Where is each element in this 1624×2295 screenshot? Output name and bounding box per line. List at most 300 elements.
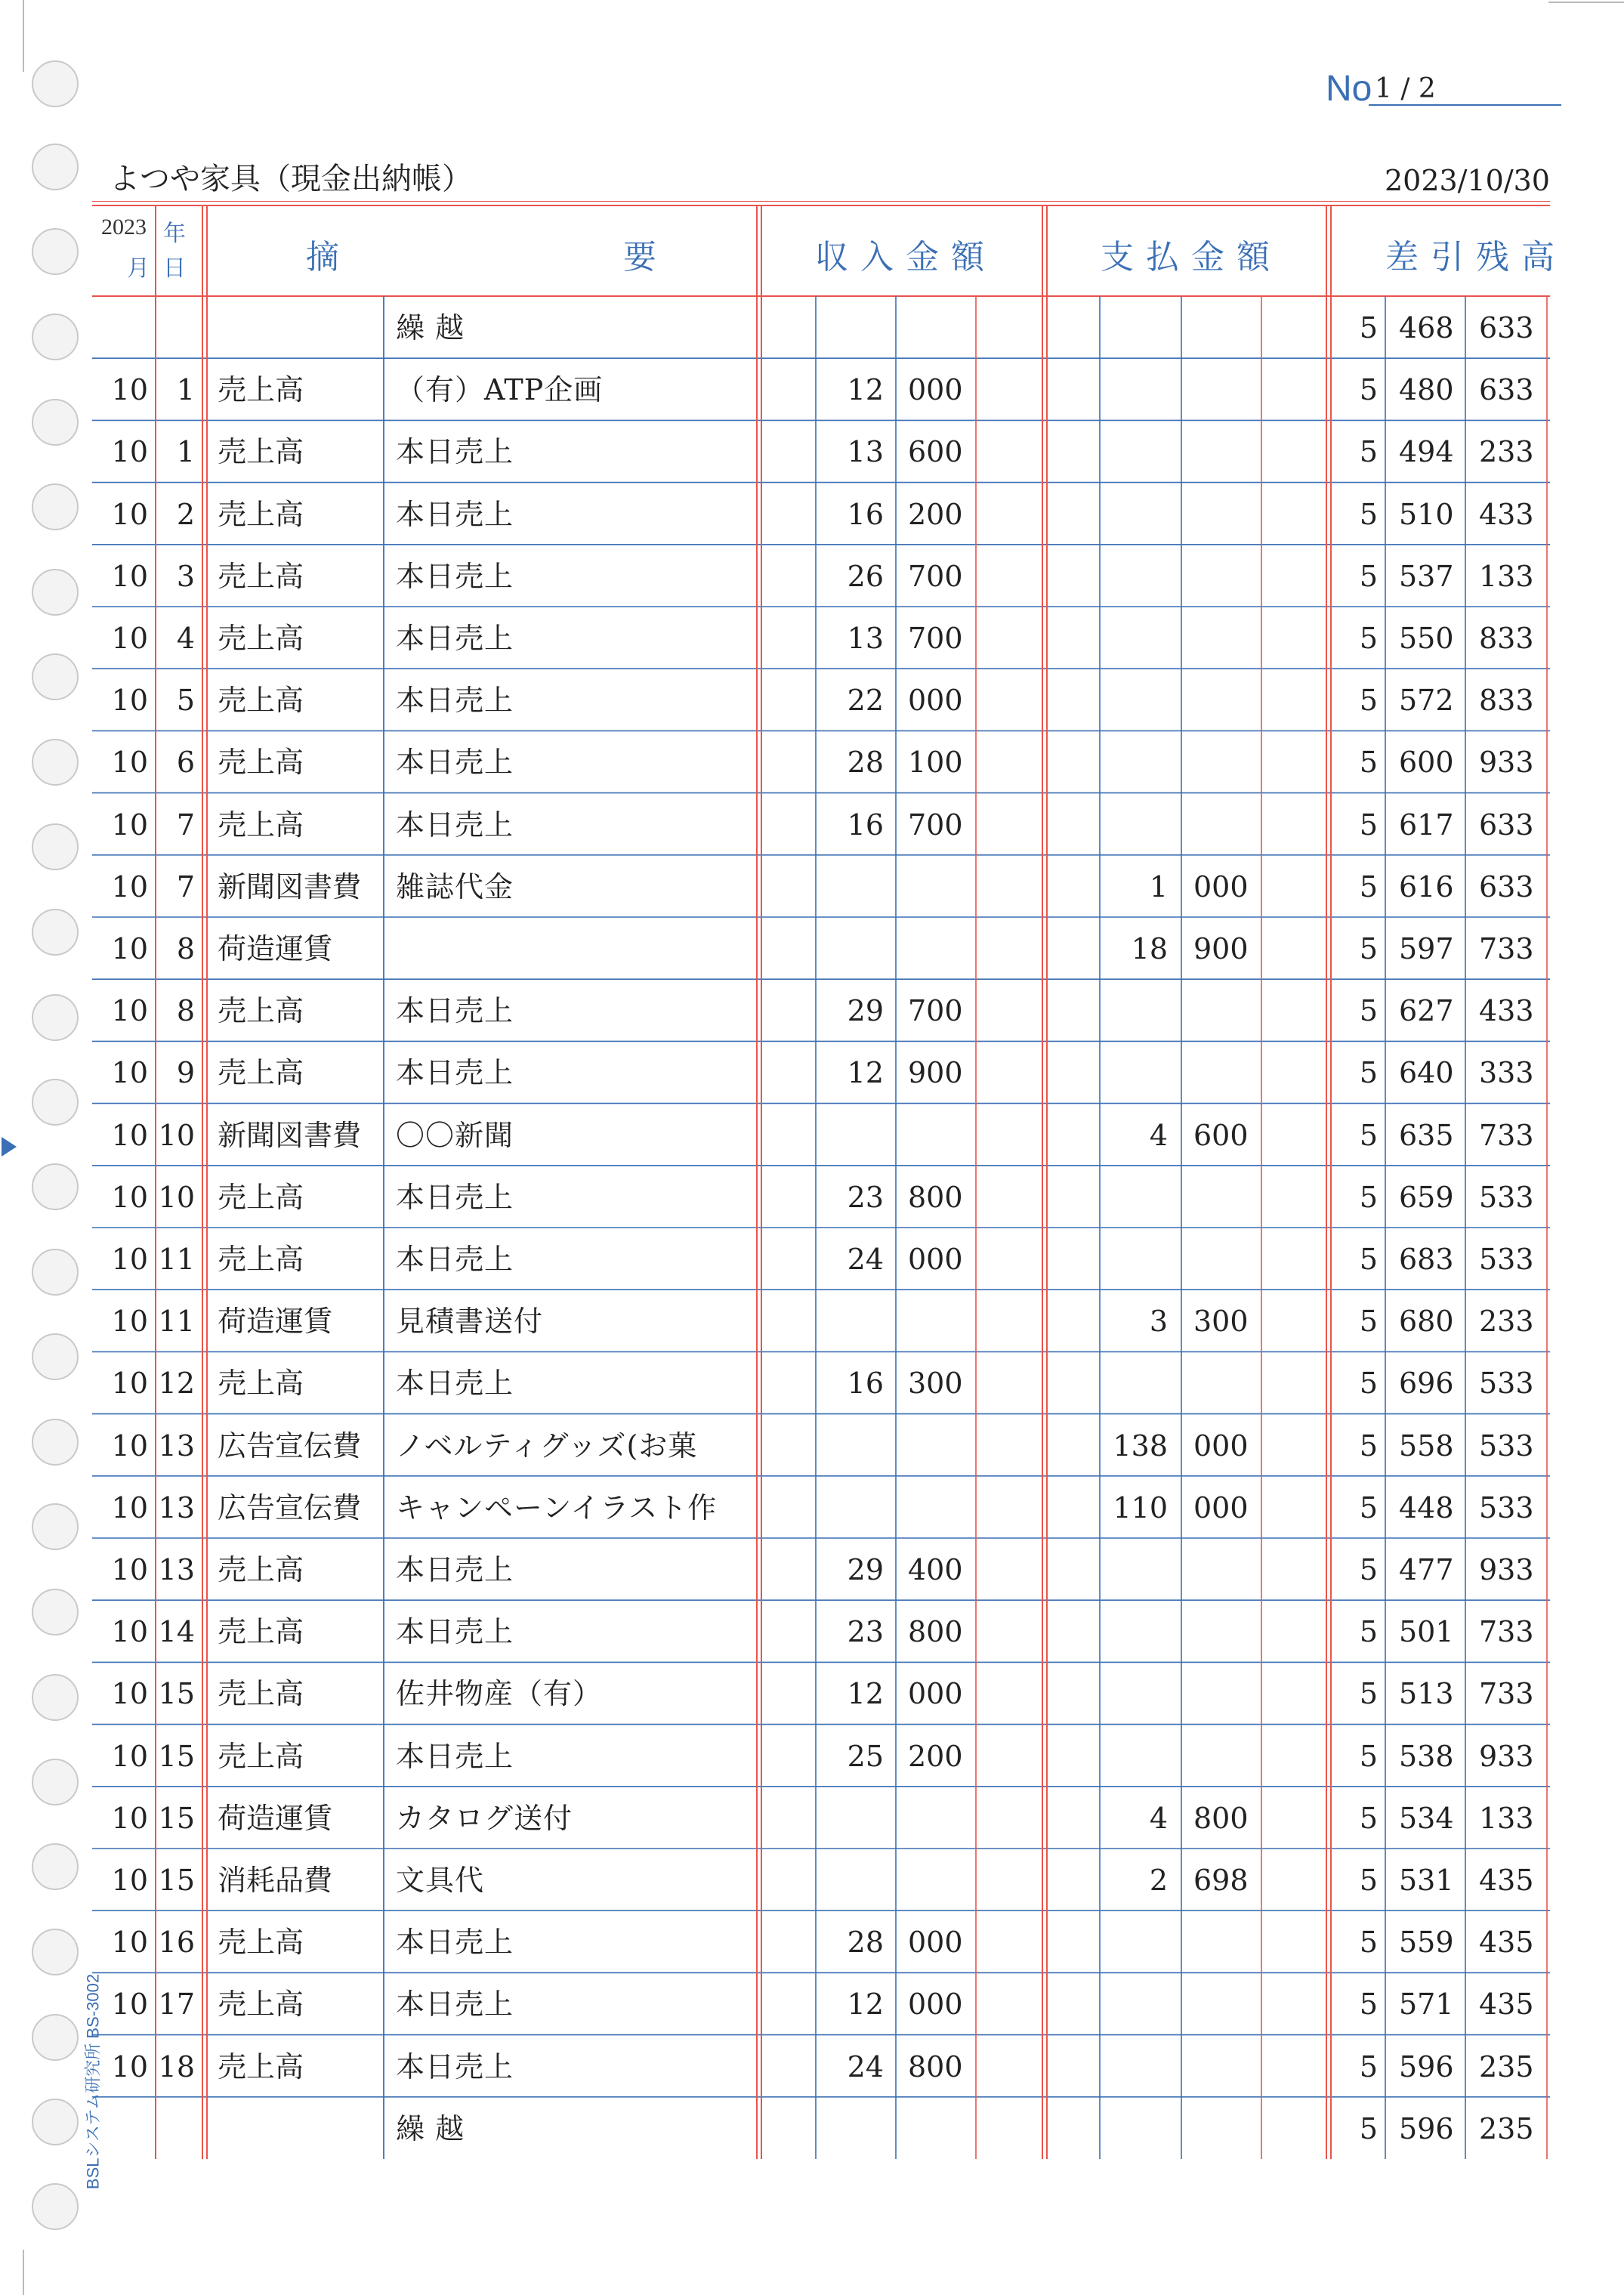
cell-bal-u: 235: [1479, 2049, 1534, 2083]
cell-memo: 文具代: [396, 1864, 485, 1897]
cell-memo: 本日売上: [396, 2049, 514, 2083]
cell-in-th: 23: [847, 1615, 884, 1649]
cell-d: 13: [158, 1553, 195, 1586]
cell-m: 10: [111, 1118, 148, 1152]
cell-bal-u: 633: [1479, 870, 1534, 903]
cell-d: 1: [176, 373, 195, 407]
cell-d: 13: [158, 1429, 195, 1463]
cell-m: 10: [111, 435, 148, 469]
cell-bal-u: 133: [1479, 559, 1534, 593]
cell-memo: 本日売上: [396, 684, 514, 718]
cell-in-u: 900: [908, 1056, 963, 1090]
cell-bal-u: 733: [1479, 932, 1534, 965]
cell-bal-th: 571: [1399, 1988, 1454, 2022]
cell-bal-u: 733: [1479, 1677, 1534, 1711]
cell-m: 10: [111, 994, 148, 1028]
ledger-row: [92, 1290, 1550, 1351]
cell-d: 18: [158, 2049, 195, 2083]
cell-memo: 繰 越: [396, 2111, 465, 2145]
cell-bal-th: 640: [1399, 1056, 1454, 1090]
cell-account: 売上高: [218, 1988, 304, 2022]
cell-m: 10: [111, 870, 148, 903]
header-balance: 差引残高: [1385, 239, 1567, 276]
cell-bal-u: 633: [1479, 373, 1534, 407]
ledger-row: [92, 420, 1550, 482]
cell-m: 10: [111, 1243, 148, 1276]
cell-m: 10: [111, 1305, 148, 1339]
cell-in-u: 700: [908, 808, 963, 842]
cell-out-u: 000: [1193, 1429, 1249, 1463]
cell-in-u: 700: [908, 994, 963, 1028]
header-month: 月: [127, 256, 150, 281]
cell-in-u: 200: [908, 1739, 963, 1773]
cell-bal-u: 435: [1479, 1988, 1534, 2022]
cell-in-th: 12: [847, 1677, 884, 1711]
cell-d: 1: [176, 435, 195, 469]
cell-in-th: 24: [847, 2049, 884, 2083]
cell-in-th: 12: [847, 373, 884, 407]
cell-memo: 佐井物産（有）: [396, 1677, 603, 1711]
cell-bal-m: 5: [1359, 1801, 1378, 1835]
binder-hole: [32, 60, 79, 107]
cell-account: 売上高: [218, 373, 304, 407]
cell-d: 16: [158, 1926, 195, 1960]
cell-bal-m: 5: [1359, 932, 1378, 965]
cell-in-th: 26: [847, 559, 884, 593]
cell-d: 11: [158, 1243, 195, 1276]
cell-account: 売上高: [218, 435, 304, 469]
cell-bal-th: 597: [1399, 932, 1454, 965]
page-center-arrow-icon: [2, 1137, 17, 1157]
ledger-row: [92, 917, 1550, 979]
cell-memo: 本日売上: [396, 746, 514, 780]
cell-bal-m: 5: [1359, 1988, 1378, 2022]
ledger-row: [92, 358, 1550, 420]
cell-account: 消耗品費: [218, 1864, 333, 1897]
cell-bal-m: 5: [1359, 1305, 1378, 1339]
cell-bal-u: 733: [1479, 1118, 1534, 1152]
ledger-row: [92, 2097, 1550, 2159]
cell-out-th: 18: [1131, 932, 1168, 965]
cell-bal-u: 533: [1479, 1180, 1534, 1214]
cell-d: 8: [176, 932, 195, 965]
cell-m: 10: [111, 684, 148, 718]
ledger-date: 2023/10/30: [1384, 164, 1550, 197]
cell-account: 荷造運賃: [218, 932, 333, 965]
ledger-row: [92, 1041, 1550, 1103]
cell-memo: 本日売上: [396, 1180, 514, 1214]
form-code: BSLシステム研究所 BS-3002: [83, 1973, 103, 2190]
cell-d: 3: [176, 559, 195, 593]
cell-bal-m: 5: [1359, 2111, 1378, 2145]
header-payment: 支払金額: [1101, 239, 1282, 276]
cell-account: 売上高: [218, 622, 304, 655]
cell-bal-m: 5: [1359, 622, 1378, 655]
cell-d: 14: [158, 1615, 195, 1649]
cell-bal-u: 433: [1479, 497, 1534, 531]
cell-memo: 本日売上: [396, 1243, 514, 1276]
cell-in-u: 000: [908, 373, 963, 407]
cell-in-th: 12: [847, 1988, 884, 2022]
cell-bal-m: 5: [1359, 1180, 1378, 1214]
header-summary-1: 摘: [306, 239, 339, 276]
cell-d: 15: [158, 1739, 195, 1773]
cell-bal-m: 5: [1359, 435, 1378, 469]
cell-m: 10: [111, 1429, 148, 1463]
cell-bal-th: 480: [1399, 373, 1454, 407]
cell-bal-m: 5: [1359, 684, 1378, 718]
cell-d: 8: [176, 994, 195, 1028]
header-summary-2: 要: [623, 239, 656, 276]
cell-bal-th: 617: [1399, 808, 1454, 842]
ledger-row: [92, 731, 1550, 792]
cell-bal-th: 683: [1399, 1243, 1454, 1276]
cell-bal-u: 435: [1479, 1926, 1534, 1960]
cell-d: 13: [158, 1490, 195, 1524]
cell-account: 売上高: [218, 497, 304, 531]
ledger-row: [92, 669, 1550, 731]
cell-account: 広告宣伝費: [218, 1490, 362, 1524]
cell-account: 新聞図書費: [218, 870, 362, 903]
ledger-row: [92, 1662, 1550, 1724]
cell-bal-m: 5: [1359, 1367, 1378, 1401]
cell-bal-th: 513: [1399, 1677, 1454, 1711]
cell-bal-th: 510: [1399, 497, 1454, 531]
cell-memo: 本日売上: [396, 1988, 514, 2022]
cell-d: 15: [158, 1801, 195, 1835]
cell-bal-u: 533: [1479, 1490, 1534, 1524]
cell-out-u: 800: [1193, 1801, 1249, 1835]
cell-memo: キャンペーンイラスト作: [396, 1490, 718, 1524]
cell-bal-th: 494: [1399, 435, 1454, 469]
cell-d: 5: [176, 684, 195, 718]
corner-mark-top-right: [1548, 0, 1624, 3]
cell-bal-th: 534: [1399, 1801, 1454, 1835]
cell-bal-th: 572: [1399, 684, 1454, 718]
cell-bal-th: 600: [1399, 746, 1454, 780]
ledger-row: [92, 296, 1550, 358]
ledger-row: [92, 1414, 1550, 1476]
cell-bal-th: 501: [1399, 1615, 1454, 1649]
ledger-title: よつや家具（現金出納帳）: [110, 162, 472, 196]
cell-bal-m: 5: [1359, 1864, 1378, 1897]
cell-in-u: 000: [908, 684, 963, 718]
cell-bal-th: 659: [1399, 1180, 1454, 1214]
cell-m: 10: [111, 1677, 148, 1711]
cell-bal-th: 558: [1399, 1429, 1454, 1463]
cell-m: 10: [111, 1988, 148, 2022]
ledger-row: [92, 483, 1550, 545]
page-number-mark: No: [1326, 69, 1372, 109]
cell-out-th: 4: [1149, 1118, 1168, 1152]
cell-m: 10: [111, 1490, 148, 1524]
cell-memo: 見積書送付: [396, 1305, 544, 1339]
cell-in-th: 16: [847, 808, 884, 842]
cell-m: 10: [111, 373, 148, 407]
cell-bal-u: 933: [1479, 746, 1534, 780]
cell-in-th: 24: [847, 1243, 884, 1276]
cell-bal-m: 5: [1359, 1739, 1378, 1773]
cell-account: 売上高: [218, 1615, 304, 1649]
cell-m: 10: [111, 1367, 148, 1401]
cell-out-th: 1: [1149, 870, 1168, 903]
cell-bal-th: 596: [1399, 2111, 1454, 2145]
cell-bal-u: 833: [1479, 684, 1534, 718]
cell-m: 10: [111, 497, 148, 531]
cell-in-u: 000: [908, 1926, 963, 1960]
cell-out-th: 2: [1149, 1864, 1168, 1897]
cell-account: 売上高: [218, 1926, 304, 1960]
ledger-row: [92, 2035, 1550, 2097]
cell-in-u: 600: [908, 435, 963, 469]
cell-in-th: 23: [847, 1180, 884, 1214]
corner-mark-bottom-left: [0, 2250, 24, 2295]
cell-in-th: 12: [847, 1056, 884, 1090]
cell-account: 売上高: [218, 1180, 304, 1214]
ledger-row: [92, 855, 1550, 917]
cell-memo: 本日売上: [396, 1926, 514, 1960]
cell-d: 11: [158, 1305, 195, 1339]
cell-m: 10: [111, 1739, 148, 1773]
page-number-value: 1 / 2: [1369, 74, 1561, 106]
cell-bal-th: 468: [1399, 311, 1454, 344]
cell-bal-m: 5: [1359, 1118, 1378, 1152]
cell-bal-u: 433: [1479, 994, 1534, 1028]
cell-out-th: 4: [1149, 1801, 1168, 1835]
cell-m: 10: [111, 622, 148, 655]
cell-bal-u: 533: [1479, 1429, 1534, 1463]
cell-bal-m: 5: [1359, 1677, 1378, 1711]
cell-m: 10: [111, 808, 148, 842]
cell-bal-m: 5: [1359, 2049, 1378, 2083]
cell-d: 9: [176, 1056, 195, 1090]
cell-bal-th: 448: [1399, 1490, 1454, 1524]
cell-bal-u: 733: [1479, 1615, 1534, 1649]
binder-hole: [32, 144, 79, 190]
binder-hole: [32, 2099, 79, 2145]
cell-memo: 本日売上: [396, 1056, 514, 1090]
cell-in-u: 200: [908, 497, 963, 531]
cell-in-u: 300: [908, 1367, 963, 1401]
cell-bal-m: 5: [1359, 1429, 1378, 1463]
cell-account: 売上高: [218, 746, 304, 780]
cell-m: 10: [111, 746, 148, 780]
ledger-row: [92, 545, 1550, 607]
cell-in-u: 000: [908, 1988, 963, 2022]
cell-bal-th: 477: [1399, 1553, 1454, 1586]
ledger-row: [92, 1910, 1550, 1972]
cell-account: 広告宣伝費: [218, 1429, 362, 1463]
cell-out-th: 3: [1149, 1305, 1168, 1339]
cell-bal-u: 533: [1479, 1367, 1534, 1401]
cell-bal-m: 5: [1359, 373, 1378, 407]
cell-bal-u: 235: [1479, 2111, 1534, 2145]
ledger-row: [92, 1849, 1550, 1910]
cell-m: 10: [111, 1926, 148, 1960]
cell-bal-m: 5: [1359, 994, 1378, 1028]
cell-in-th: 28: [847, 1926, 884, 1960]
cell-bal-m: 5: [1359, 1926, 1378, 1960]
cell-out-u: 000: [1193, 1490, 1249, 1524]
cell-account: 売上高: [218, 1677, 304, 1711]
cell-m: 10: [111, 1864, 148, 1897]
ledger-row: [92, 1228, 1550, 1290]
cell-m: 10: [111, 1553, 148, 1586]
cell-in-u: 000: [908, 1243, 963, 1276]
cell-m: 10: [111, 1056, 148, 1090]
cell-d: 10: [158, 1180, 195, 1214]
cell-bal-u: 435: [1479, 1864, 1534, 1897]
cell-memo: 本日売上: [396, 559, 514, 593]
cell-bal-m: 5: [1359, 1553, 1378, 1586]
cell-account: 売上高: [218, 684, 304, 718]
cell-in-u: 400: [908, 1553, 963, 1586]
cell-bal-m: 5: [1359, 1615, 1378, 1649]
cell-bal-th: 550: [1399, 622, 1454, 655]
cell-out-u: 900: [1193, 932, 1249, 965]
cell-d: 10: [158, 1118, 195, 1152]
cell-bal-u: 233: [1479, 435, 1534, 469]
cell-d: 17: [158, 1988, 195, 2022]
cell-in-th: 13: [847, 435, 884, 469]
cell-m: 10: [111, 559, 148, 593]
header-year: 2023: [101, 215, 147, 239]
cell-d: 2: [176, 497, 195, 531]
cell-in-th: 25: [847, 1739, 884, 1773]
ledger-row: [92, 607, 1550, 669]
cell-in-th: 13: [847, 622, 884, 655]
ledger-row: [92, 1972, 1550, 2034]
cell-d: 7: [176, 870, 195, 903]
cell-bal-th: 559: [1399, 1926, 1454, 1960]
cell-memo: 雑誌代金: [396, 870, 514, 903]
ledger-row: [92, 793, 1550, 855]
cell-bal-th: 635: [1399, 1118, 1454, 1152]
cell-out-u: 300: [1193, 1305, 1249, 1339]
cell-memo: カタログ送付: [396, 1801, 573, 1835]
cell-out-th: 110: [1113, 1490, 1168, 1524]
cell-account: 売上高: [218, 1056, 304, 1090]
cell-m: 10: [111, 2049, 148, 2083]
cell-bal-m: 5: [1359, 1243, 1378, 1276]
cell-bal-u: 133: [1479, 1801, 1534, 1835]
cell-bal-u: 833: [1479, 622, 1534, 655]
cell-in-u: 700: [908, 559, 963, 593]
cell-d: 4: [176, 622, 195, 655]
cell-in-u: 700: [908, 622, 963, 655]
binder-hole: [32, 228, 79, 275]
cell-memo: （有）ATP企画: [396, 373, 604, 407]
cell-bal-m: 5: [1359, 808, 1378, 842]
cell-account: 売上高: [218, 1367, 304, 1401]
cell-account: 売上高: [218, 808, 304, 842]
cell-memo: 本日売上: [396, 994, 514, 1028]
cell-bal-th: 531: [1399, 1864, 1454, 1897]
cell-bal-m: 5: [1359, 746, 1378, 780]
cell-out-th: 138: [1113, 1429, 1168, 1463]
cell-bal-m: 5: [1359, 1490, 1378, 1524]
cell-bal-u: 333: [1479, 1056, 1534, 1090]
cell-out-u: 000: [1193, 870, 1249, 903]
cell-memo: 〇〇新聞: [396, 1118, 514, 1152]
cell-bal-u: 633: [1479, 808, 1534, 842]
cell-memo: 本日売上: [396, 1367, 514, 1401]
cell-d: 6: [176, 746, 195, 780]
cell-bal-th: 616: [1399, 870, 1454, 903]
cell-out-u: 600: [1193, 1118, 1249, 1152]
cell-memo: 本日売上: [396, 622, 514, 655]
cell-memo: 本日売上: [396, 1553, 514, 1586]
cell-bal-u: 233: [1479, 1305, 1534, 1339]
cell-memo: 本日売上: [396, 1739, 514, 1773]
cell-d: 15: [158, 1677, 195, 1711]
cell-d: 15: [158, 1864, 195, 1897]
cell-in-th: 22: [847, 684, 884, 718]
cell-account: 新聞図書費: [218, 1118, 362, 1152]
cell-account: 荷造運賃: [218, 1801, 333, 1835]
binder-hole: [32, 2183, 79, 2230]
ledger-row: [92, 1725, 1550, 1787]
header-day: 日: [163, 256, 186, 281]
cell-in-th: 16: [847, 1367, 884, 1401]
cell-bal-u: 633: [1479, 311, 1534, 344]
cell-bal-u: 933: [1479, 1739, 1534, 1773]
ledger-row: [92, 1476, 1550, 1538]
cell-in-u: 100: [908, 746, 963, 780]
cell-account: 売上高: [218, 1243, 304, 1276]
cell-out-u: 698: [1193, 1864, 1249, 1897]
ledger-row: [92, 1538, 1550, 1600]
cell-m: 10: [111, 1801, 148, 1835]
cell-memo: 本日売上: [396, 435, 514, 469]
cell-in-u: 000: [908, 1677, 963, 1711]
cell-bal-th: 680: [1399, 1305, 1454, 1339]
header-income: 収入金額: [815, 239, 996, 276]
ledger-row: [92, 1351, 1550, 1413]
cell-bal-u: 933: [1479, 1553, 1534, 1586]
cell-account: 売上高: [218, 1739, 304, 1773]
cell-bal-th: 596: [1399, 2049, 1454, 2083]
cell-account: 売上高: [218, 559, 304, 593]
ledger-row: [92, 1787, 1550, 1849]
binder-hole: [32, 314, 79, 360]
ledger-row: [92, 1104, 1550, 1166]
corner-mark-top-left: [0, 0, 24, 72]
cell-in-th: 29: [847, 994, 884, 1028]
cell-bal-u: 533: [1479, 1243, 1534, 1276]
cell-account: 売上高: [218, 994, 304, 1028]
cell-d: 7: [176, 808, 195, 842]
cell-account: 売上高: [218, 1553, 304, 1586]
cell-memo: ノベルティグッズ(お菓: [396, 1429, 698, 1463]
cell-bal-m: 5: [1359, 311, 1378, 344]
cell-memo: 本日売上: [396, 1615, 514, 1649]
cell-bal-m: 5: [1359, 870, 1378, 903]
cell-bal-m: 5: [1359, 1056, 1378, 1090]
cell-bal-m: 5: [1359, 559, 1378, 593]
cell-bal-m: 5: [1359, 497, 1378, 531]
header-nen: 年: [163, 221, 186, 246]
cell-in-u: 800: [908, 1615, 963, 1649]
cell-in-th: 16: [847, 497, 884, 531]
cell-bal-th: 627: [1399, 994, 1454, 1028]
cell-account: 売上高: [218, 2049, 304, 2083]
cell-bal-th: 537: [1399, 559, 1454, 593]
cell-memo: 本日売上: [396, 808, 514, 842]
cell-in-th: 28: [847, 746, 884, 780]
cell-in-u: 800: [908, 2049, 963, 2083]
cell-account: 荷造運賃: [218, 1305, 333, 1339]
